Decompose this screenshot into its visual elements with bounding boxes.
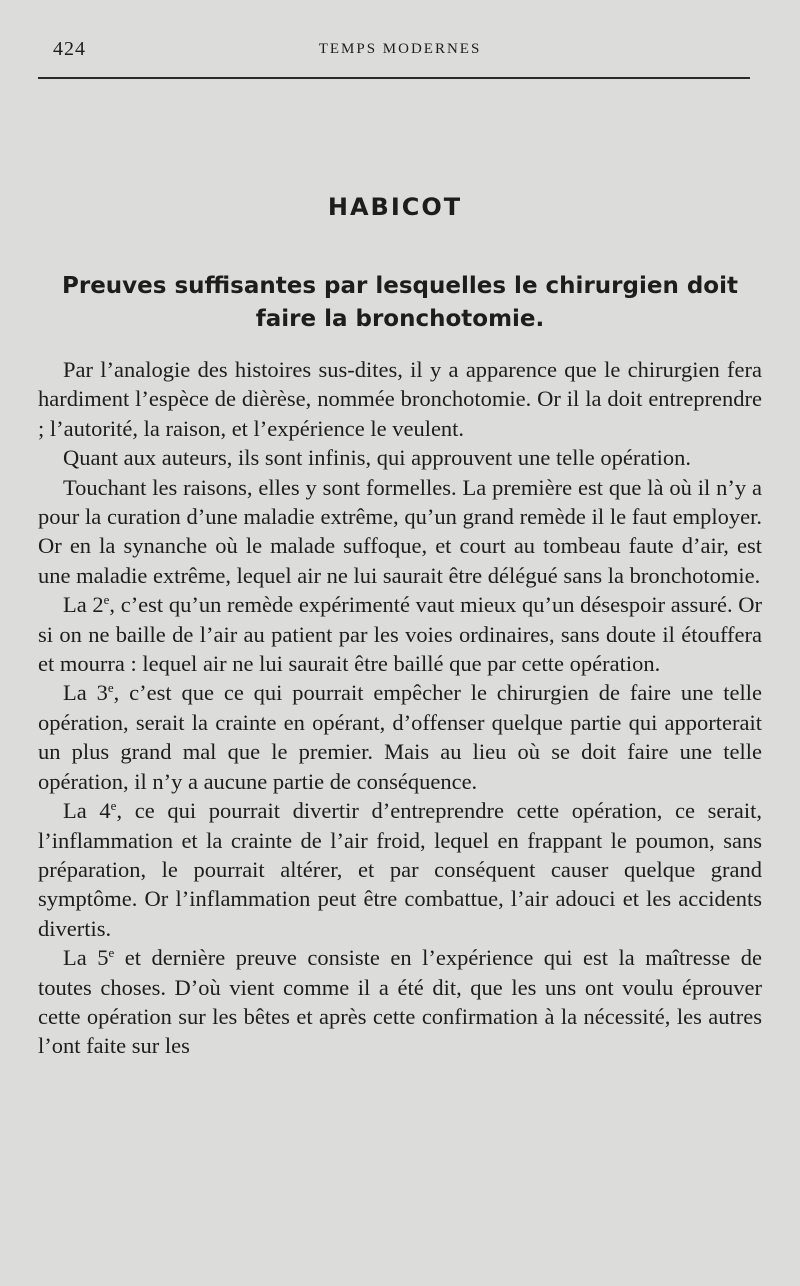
paragraph xyxy=(38,443,762,472)
paragraph-text: , ce qui pourrait divertir d’entreprendre cette opération, ce serait, l’inflammation et la crainte de l’air froid, lequel en frappant le poumon, sans préparation, le pourrait altérer, et par conséquent causer quelque grand symptôme. Or l’inflammation peut être combattue, l’air adouci et les accidents divertis. xyxy=(38,798,762,941)
paragraph xyxy=(38,796,762,943)
ordinal-superscript: e xyxy=(107,680,114,696)
paragraph xyxy=(38,943,762,1061)
paragraph-prefix: La 3 xyxy=(63,680,108,706)
paragraph-text: , c’est que ce qui pourrait empêcher le chirurgien de faire une telle opération, serait la crainte en opérant, d’offenser quelque partie qui apporterait un plus grand mal que le premier. Mais au lieu où se doit faire une telle opération, il n’y a aucune partie de conséquence. xyxy=(38,680,762,794)
paragraph xyxy=(38,678,762,796)
paragraph xyxy=(38,590,762,678)
paragraph xyxy=(38,355,762,443)
ordinal-superscript: e xyxy=(110,798,117,814)
paragraph-prefix: La 5 xyxy=(63,945,109,971)
ordinal-superscript: e xyxy=(108,945,115,961)
paragraph-text: , c’est qu’un remède expérimenté vaut mieux qu’un désespoir assuré. Or si on ne baille de l’air au patient par les voies ordinaires, sans doute il étouffera et mourra : lequel air ne lui saurait être baillé que par cette opération. xyxy=(38,592,763,677)
paragraph xyxy=(38,473,762,591)
section-title: Preuves suffisantes par lesquelles le chirurgien doit faire la bronchotomie. xyxy=(62,273,738,332)
page-number: 424 xyxy=(53,38,86,60)
paragraph-prefix: La 2 xyxy=(63,592,104,618)
paragraph-text: et dernière preuve consiste en l’expérience qui est la maîtresse de toutes choses. D’où vient comme il a été dit, que les uns ont voulu éprouver cette opération sur les bêtes et après cette confirmation à la nécessité, les autres l’ont faite sur les xyxy=(38,945,762,1059)
author-heading: HABICOT xyxy=(327,193,463,221)
header-rule xyxy=(38,77,750,79)
body-text xyxy=(38,355,762,1061)
running-title: TEMPS MODERNES xyxy=(318,41,482,57)
paragraph-text: Quant aux auteurs, ils sont infinis, qui approuvent une telle opération. xyxy=(63,445,691,471)
paragraph-text: Par l’analogie des histoires sus-dites, il y a apparence que le chirurgien fera hardiment l’espèce de dièrèse, nommée bronchotomie. Or il la doit entreprendre ; l’autorité, la raison, et l’expérience le veulent. xyxy=(38,357,762,441)
paragraph-text: Touchant les raisons, elles y sont formelles. La première est que là où il n’y a pour la curation d’une maladie extrême, qu’un grand remède il le faut employer. Or en la synanche où le malade suffoque, et court au tombeau faute d’air, est une maladie extrême, lequel air ne lui saurait être délégué sans la bronchotomie. xyxy=(38,474,762,588)
ordinal-superscript: e xyxy=(103,592,110,608)
paragraph-prefix: La 4 xyxy=(63,798,111,824)
